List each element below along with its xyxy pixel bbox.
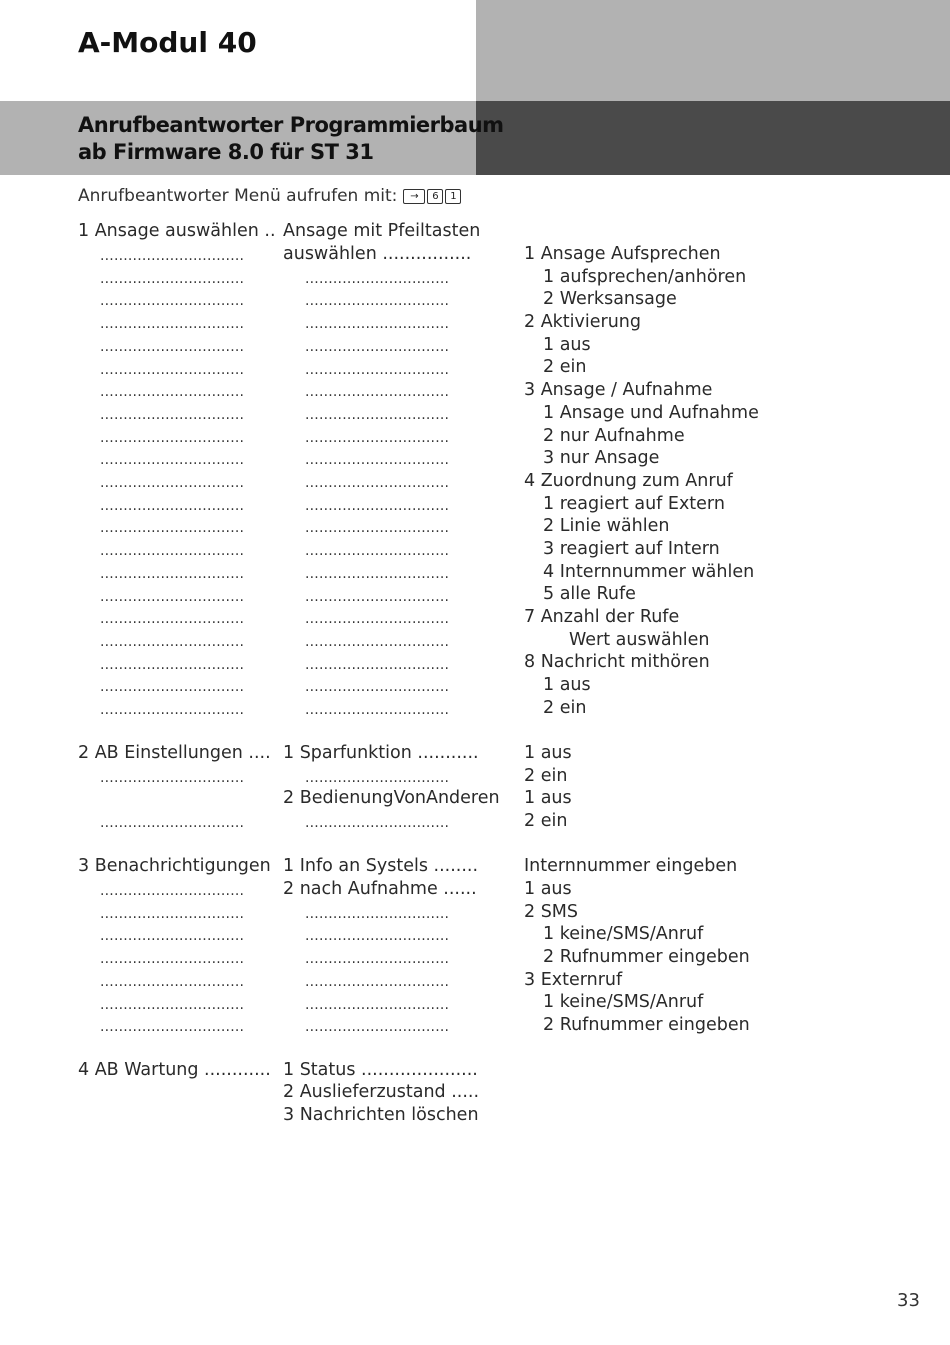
sub-nach-aufnahme: 2 nach Aufnahme ...... — [283, 879, 477, 899]
dot-leader: ............................... — [100, 679, 245, 696]
option-nachricht-mithoeren: 8 Nachricht mithören — [524, 652, 710, 672]
dot-leader: ............................... — [305, 384, 450, 401]
dot-leader: ............................... — [100, 429, 245, 446]
ansage-pfeiltasten-line1: Ansage mit Pfeiltasten — [283, 221, 481, 241]
option-nur-aufnahme: 2 nur Aufnahme — [543, 426, 685, 446]
header-band-dark — [476, 101, 950, 175]
option-spar-ein: 2 ein — [524, 766, 568, 786]
dot-leader: ............................... — [100, 1019, 245, 1036]
menu-benachrichtigungen: 3 Benachrichtigungen — [78, 856, 271, 876]
dot-leader: ............................... — [305, 770, 450, 786]
dot-leader: ............................... — [100, 815, 245, 831]
sub-sparfunktion: 1 Sparfunktion ........... — [283, 743, 479, 763]
option-internnummer-waehlen: 4 Internnummer wählen — [543, 562, 755, 582]
key-6-icon: 6 — [427, 189, 443, 204]
dot-leader: ............................... — [305, 270, 450, 287]
dot-leader: ............................... — [305, 316, 450, 333]
intro-line — [78, 186, 461, 206]
dot-leader: ............................... — [100, 770, 245, 786]
option-benachr-aus: 1 aus — [524, 879, 572, 899]
option-sms-keine-sms-anruf: 1 keine/SMS/Anruf — [543, 924, 704, 944]
dot-leader: ............................... — [305, 497, 450, 514]
page-title: A-Modul 40 — [78, 26, 257, 59]
option-sms-rufnummer: 2 Rufnummer eingeben — [543, 947, 750, 967]
dot-leader: ............................... — [305, 633, 450, 650]
option-extern-keine-sms-anruf: 1 keine/SMS/Anruf — [543, 992, 704, 1012]
section-title-line1: Anrufbeantworter Programmierbaum — [78, 113, 504, 137]
ansage-pfeiltasten-line2: auswählen ................ — [283, 244, 472, 264]
option-aktivierung-aus: 1 aus — [543, 335, 591, 355]
dot-leader: ............................... — [305, 928, 450, 945]
dot-leader: ............................... — [100, 316, 245, 333]
dot-leader: ............................... — [305, 951, 450, 968]
dot-leader: ............................... — [305, 520, 450, 537]
dot-leader: ............................... — [305, 588, 450, 605]
option-linie-waehlen: 2 Linie wählen — [543, 516, 670, 536]
dot-leader: ............................... — [100, 973, 245, 990]
dot-leader: ............................... — [100, 905, 245, 922]
key-sequence — [403, 189, 461, 204]
dot-leader: ............................... — [100, 248, 245, 264]
option-anzahl-rufe: 7 Anzahl der Rufe — [524, 607, 680, 627]
dot-leader: ............................... — [100, 520, 245, 537]
option-ansage-aufsprechen: 1 Ansage Aufsprechen — [524, 244, 721, 264]
dot-leader: ............................... — [305, 815, 450, 831]
option-aktivierung-ein: 2 ein — [543, 357, 587, 377]
arrow-key-icon: → — [403, 189, 425, 204]
option-internnummer-eingeben: Internnummer eingeben — [524, 856, 738, 876]
dot-leader: ............................... — [100, 633, 245, 650]
option-ansage-und-aufnahme: 1 Ansage und Aufnahme — [543, 403, 759, 423]
key-1-icon: 1 — [445, 189, 461, 204]
sub-status: 1 Status ..................... — [283, 1060, 478, 1080]
dot-leader: ............................... — [305, 996, 450, 1013]
sub-auslieferzustand: 2 Auslieferzustand ..... — [283, 1082, 480, 1102]
page-number: 33 — [897, 1290, 920, 1311]
dot-leader: ............................... — [305, 565, 450, 582]
dot-leader: ............................... — [305, 406, 450, 423]
menu-ab-einstellungen: 2 AB Einstellungen .... — [78, 743, 271, 763]
option-wert-auswaehlen: Wert auswählen — [569, 630, 710, 650]
option-zuordnung: 4 Zuordnung zum Anruf — [524, 471, 733, 491]
dot-leader: ............................... — [100, 293, 245, 310]
menu-ab-wartung: 4 AB Wartung ............ — [78, 1060, 271, 1080]
option-bedienung-aus: 1 aus — [524, 788, 572, 808]
dot-leader: ............................... — [100, 384, 245, 401]
dot-leader: ............................... — [100, 497, 245, 514]
dot-leader: ............................... — [100, 361, 245, 378]
dot-leader: ............................... — [100, 565, 245, 582]
dot-leader: ............................... — [305, 656, 450, 673]
dot-leader: ............................... — [100, 656, 245, 673]
dot-leader: ............................... — [100, 996, 245, 1013]
header-band-light — [476, 0, 950, 101]
option-reagiert-intern: 3 reagiert auf Intern — [543, 539, 720, 559]
option-mithoeren-aus: 1 aus — [543, 675, 591, 695]
dot-leader: ............................... — [100, 883, 245, 899]
option-bedienung-ein: 2 ein — [524, 811, 568, 831]
option-werksansage: 2 Werksansage — [543, 289, 677, 309]
section-title-line2: ab Firmware 8.0 für ST 31 — [78, 140, 374, 164]
dot-leader: ............................... — [100, 475, 245, 491]
dot-leader: ............................... — [100, 338, 245, 355]
intro-text: Anrufbeantworter Menü aufrufen mit: — [78, 186, 398, 206]
sub-bedienung-von-anderen: 2 BedienungVonAnderen — [283, 788, 500, 808]
option-aufsprechen-anhoeren: 1 aufsprechen/anhören — [543, 267, 747, 287]
option-aktivierung: 2 Aktivierung — [524, 312, 641, 332]
dot-leader: ............................... — [100, 611, 245, 628]
option-mithoeren-ein: 2 ein — [543, 698, 587, 718]
dot-leader: ............................... — [100, 543, 245, 560]
dot-leader: ............................... — [305, 611, 450, 628]
dot-leader: ............................... — [100, 951, 245, 968]
dot-leader: ............................... — [305, 543, 450, 560]
option-nur-ansage: 3 nur Ansage — [543, 448, 660, 468]
dot-leader: ............................... — [100, 928, 245, 945]
option-sms: 2 SMS — [524, 902, 579, 922]
dot-leader: ............................... — [100, 702, 245, 718]
option-alle-rufe: 5 alle Rufe — [543, 584, 636, 604]
dot-leader: ............................... — [305, 338, 450, 355]
dot-leader: ............................... — [305, 702, 450, 718]
dot-leader: ............................... — [305, 679, 450, 696]
dot-leader: ............................... — [305, 1019, 450, 1036]
dot-leader: ............................... — [305, 475, 450, 491]
dot-leader: ............................... — [100, 452, 245, 469]
sub-info-an-systels: 1 Info an Systels ........ — [283, 856, 479, 876]
option-ansage-aufnahme: 3 Ansage / Aufnahme — [524, 380, 713, 400]
option-externruf: 3 Externruf — [524, 970, 623, 990]
option-extern-rufnummer: 2 Rufnummer eingeben — [543, 1015, 750, 1035]
dot-leader: ............................... — [100, 588, 245, 605]
dot-leader: ............................... — [305, 429, 450, 446]
menu-ansage-auswaehlen: 1 Ansage auswählen .. — [78, 221, 276, 241]
dot-leader: ............................... — [305, 293, 450, 310]
dot-leader: ............................... — [305, 361, 450, 378]
dot-leader: ............................... — [305, 973, 450, 990]
dot-leader: ............................... — [305, 452, 450, 469]
section-title — [78, 112, 504, 166]
sub-nachrichten-loeschen: 3 Nachrichten löschen — [283, 1105, 479, 1125]
option-reagiert-extern: 1 reagiert auf Extern — [543, 494, 725, 514]
option-spar-aus: 1 aus — [524, 743, 572, 763]
dot-leader: ............................... — [100, 270, 245, 287]
dot-leader: ............................... — [100, 406, 245, 423]
dot-leader: ............................... — [305, 905, 450, 922]
